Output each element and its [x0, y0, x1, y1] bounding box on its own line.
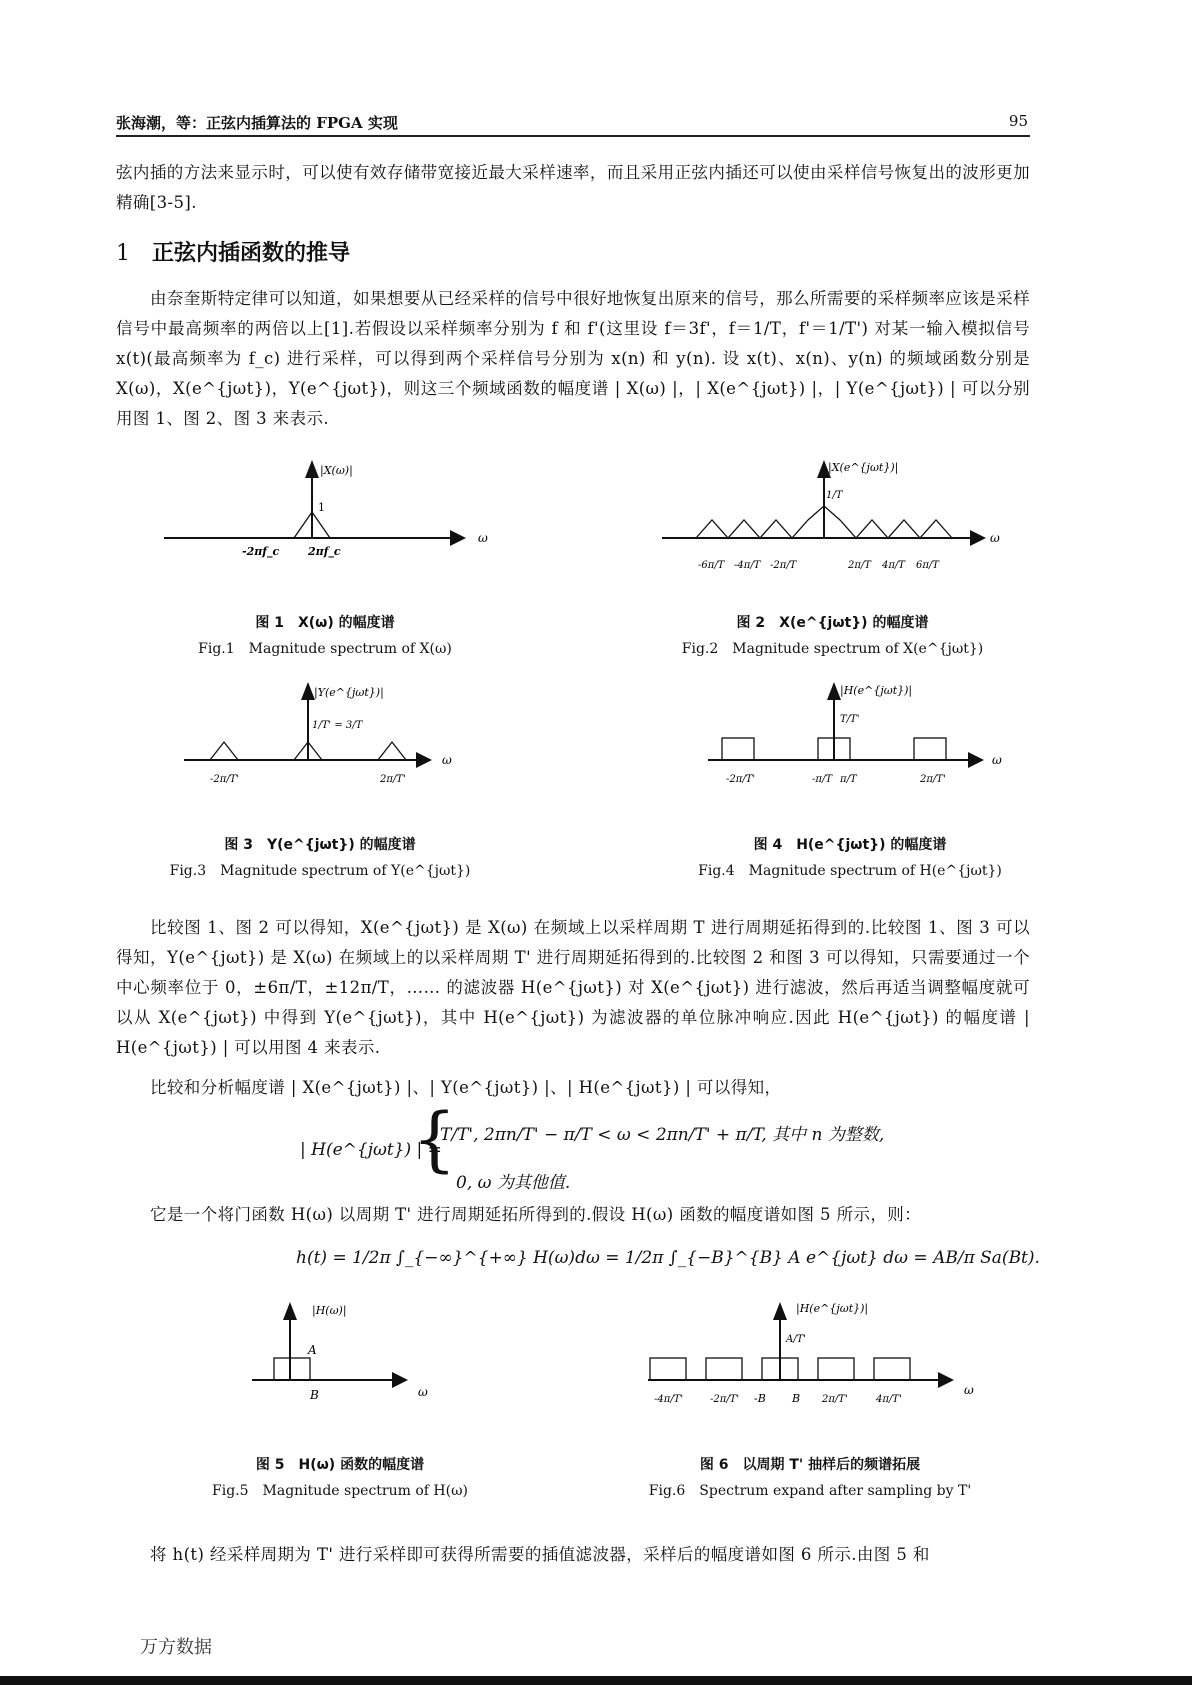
fig1-tick-1: 2πf_c — [308, 545, 341, 558]
fig2-tick-5: 6π/T — [916, 560, 939, 571]
fig5-omega: ω — [418, 1385, 428, 1399]
section-heading — [116, 236, 350, 267]
fig4-omega: ω — [992, 753, 1002, 767]
fig1-omega: ω — [478, 531, 488, 545]
fig6-caption-en: Fig.6 Spectrum expand after sampling by T' — [648, 1483, 972, 1499]
fig6-caption-cn: 图 6 以周期 T' 抽样后的频谱拓展 — [699, 1457, 921, 1473]
paragraph-3: 比较和分析幅度谱 | X(e^{jωt}) |、| Y(e^{jωt}) |、| H(e^{jωt}) | 可以得知， — [150, 1078, 782, 1097]
fig1-height-label: 1 — [318, 501, 325, 514]
fig6-tick-2: -B — [754, 1392, 766, 1405]
fig2-omega: ω — [990, 531, 1000, 545]
figure-3 — [180, 678, 460, 798]
fig3-caption-en: Fig.3 Magnitude spectrum of Y(e^{jωt}) — [169, 863, 471, 879]
fig3-axis-label: |Y(e^{jωt})| — [314, 686, 384, 699]
fig2-height-label: 1/T — [826, 490, 843, 501]
fig1-caption-cn: 图 1 X(ω) 的幅度谱 — [255, 615, 395, 631]
fig1-caption-en: Fig.1 Magnitude spectrum of X(ω) — [198, 641, 452, 657]
fig6-omega: ω — [964, 1383, 974, 1397]
fig4-tick-1: -π/T — [812, 774, 832, 785]
fig3-omega: ω — [442, 753, 452, 767]
piecewise-brace: { — [412, 1098, 457, 1180]
fig3-height-label: 1/T' = 3/T — [312, 720, 363, 731]
fig3-tick-1: 2π/T' — [380, 774, 406, 785]
fig4-caption-cn: 图 4 H(e^{jωt}) 的幅度谱 — [753, 837, 947, 853]
fig3-caption-cn: 图 3 Y(e^{jωt}) 的幅度谱 — [224, 837, 416, 853]
fig2-tick-3: 2π/T — [848, 560, 871, 571]
fig4-tick-2: π/T — [840, 774, 857, 785]
fig6-tick-3: B — [792, 1392, 801, 1405]
fig6-axis-label: |H(e^{jωt})| — [796, 1302, 869, 1315]
paragraph-1: 由奈奎斯特定律可以知道，如果想要从已经采样的信号中很好地恢复出原来的信号，那么所需要的采样频率应该是采样信号中最高频率的两倍以上[1].若假设以采样频率分别为 f 和 f'(这里设 f＝3f'，f＝1/T，f'＝1/T') 对某一输入模拟信号 x(t)(最高频率为 f_c) 进行采样，可以得到两个采样信号分别为 x(n) 和 y(n). 设 x(t)、x(n)、y(n) 的频域函数分别是 X(ω)，X(e^{jωt})，Y(e^{jωt})，则这三个频域函数的幅度谱 | X(ω) |，| X(e^{jωt}) |，| Y(e^{jωt}) | 可以分别用图 1、图 2、图 3 来表示. — [116, 289, 1030, 428]
paragraph-4: 它是一个将门函数 H(ω) 以周期 T' 进行周期延拓所得到的.假设 H(ω) 函数的幅度谱如图 5 所示，则： — [150, 1205, 922, 1224]
fig4-tick-0: -2π/T' — [726, 774, 756, 785]
fig1-axis-label: |X(ω)| — [320, 464, 353, 477]
fig5-tick-0: B — [310, 1388, 319, 1402]
figure-1 — [160, 456, 490, 556]
fig4-caption-en: Fig.4 Magnitude spectrum of H(e^{jωt}) — [698, 863, 1002, 879]
fig6-height-label: A/T' — [786, 1334, 807, 1345]
fig6-tick-1: -2π/T' — [710, 1394, 740, 1405]
fig3-tick-0: -2π/T' — [210, 774, 240, 785]
ht-equation: h(t) = 1/2π ∫_{−∞}^{+∞} H(ω)dω = 1/2π ∫_{−B}^{B} A e^{jωt} dω = AB/π Sa(Bt). — [296, 1248, 1040, 1268]
figure-6 — [640, 1296, 980, 1416]
fig2-axis-label: |X(e^{jωt})| — [828, 461, 899, 474]
fig5-axis-label: |H(ω)| — [312, 1304, 347, 1317]
section-title: 正弦内插函数的推导 — [152, 241, 351, 266]
fig2-tick-4: 4π/T — [882, 560, 905, 571]
fig5-caption-cn: 图 5 H(ω) 函数的幅度谱 — [255, 1457, 425, 1473]
fig5-caption-en: Fig.5 Magnitude spectrum of H(ω) — [212, 1483, 468, 1499]
fig1-tick-0: -2πf_c — [242, 545, 280, 558]
figure-5 — [250, 1296, 430, 1416]
paragraph-2: 比较图 1、图 2 可以得知，X(e^{jωt}) 是 X(ω) 在频域上以采样周期 T 进行周期延拓得到的.比较图 1、图 3 可以得知，Y(e^{jωt}) 是 X(ω) 在频域上的以采样周期 T' 进行周期延拓得到的.比较图 2 和图 3 可以得知，只需要通过一个中心频率位于 0，±6π/T，±12π/T，…… 的滤波器 H(e^{jωt}) 对 X(e^{jωt}) 进行滤波，然后再适当调整幅度就可以从 X(e^{jωt}) 中得到 Y(e^{jωt})，其中 H(e^{jωt}) 为滤波器的单位脉冲响应.因此 H(e^{jωt}) 的幅度谱 | H(e^{jωt}) | 可以用图 4 来表示. — [116, 918, 1030, 1057]
fig2-tick-2: -2π/T — [770, 560, 797, 571]
fig2-caption-en: Fig.2 Magnitude spectrum of X(e^{jωt}) — [681, 641, 984, 657]
header-title: 张海潮，等：正弦内插算法的 FPGA 实现 — [116, 114, 398, 132]
page-number: 95 — [1008, 112, 1028, 130]
fig6-tick-5: 4π/T' — [876, 1394, 902, 1405]
fig5-height-label: A — [308, 1343, 317, 1357]
piecewise-lhs: | H(e^{jωt}) | = — [300, 1140, 442, 1160]
piecewise-case-1: T/T', 2πn/T' − π/T < ω < 2πn/T' + π/T, 其中 n 为整数, — [440, 1125, 885, 1145]
fig6-tick-4: 2π/T' — [822, 1394, 848, 1405]
watermark-footer: 万方数据 — [140, 1637, 212, 1658]
bottom-border — [0, 1676, 1192, 1685]
figure-2 — [660, 456, 1005, 586]
piecewise-case-2: 0, ω 为其他值. — [456, 1173, 571, 1193]
fig4-axis-label: |H(e^{jωt})| — [840, 684, 913, 697]
running-header — [116, 108, 1030, 138]
fig6-tick-0: -4π/T' — [654, 1394, 684, 1405]
section-number: 1 — [116, 241, 130, 266]
fig4-height-label: T/T' — [840, 714, 860, 725]
figure-4 — [700, 678, 1000, 798]
header-rule — [116, 135, 1030, 137]
intro-paragraph: 弦内插的方法来显示时，可以使有效存储带宽接近最大采样速率，而且采用正弦内插还可以使由采样信号恢复出的波形更加精确[3-5]. — [116, 163, 1030, 212]
fig4-tick-3: 2π/T' — [920, 774, 946, 785]
fig2-tick-0: -6π/T — [698, 560, 725, 571]
paragraph-5: 将 h(t) 经采样周期为 T' 进行采样即可获得所需要的插值滤波器，采样后的幅度谱如图 6 所示.由图 5 和 — [150, 1545, 930, 1564]
fig2-tick-1: -4π/T — [734, 560, 761, 571]
fig2-caption-cn: 图 2 X(e^{jωt}) 的幅度谱 — [736, 615, 929, 631]
